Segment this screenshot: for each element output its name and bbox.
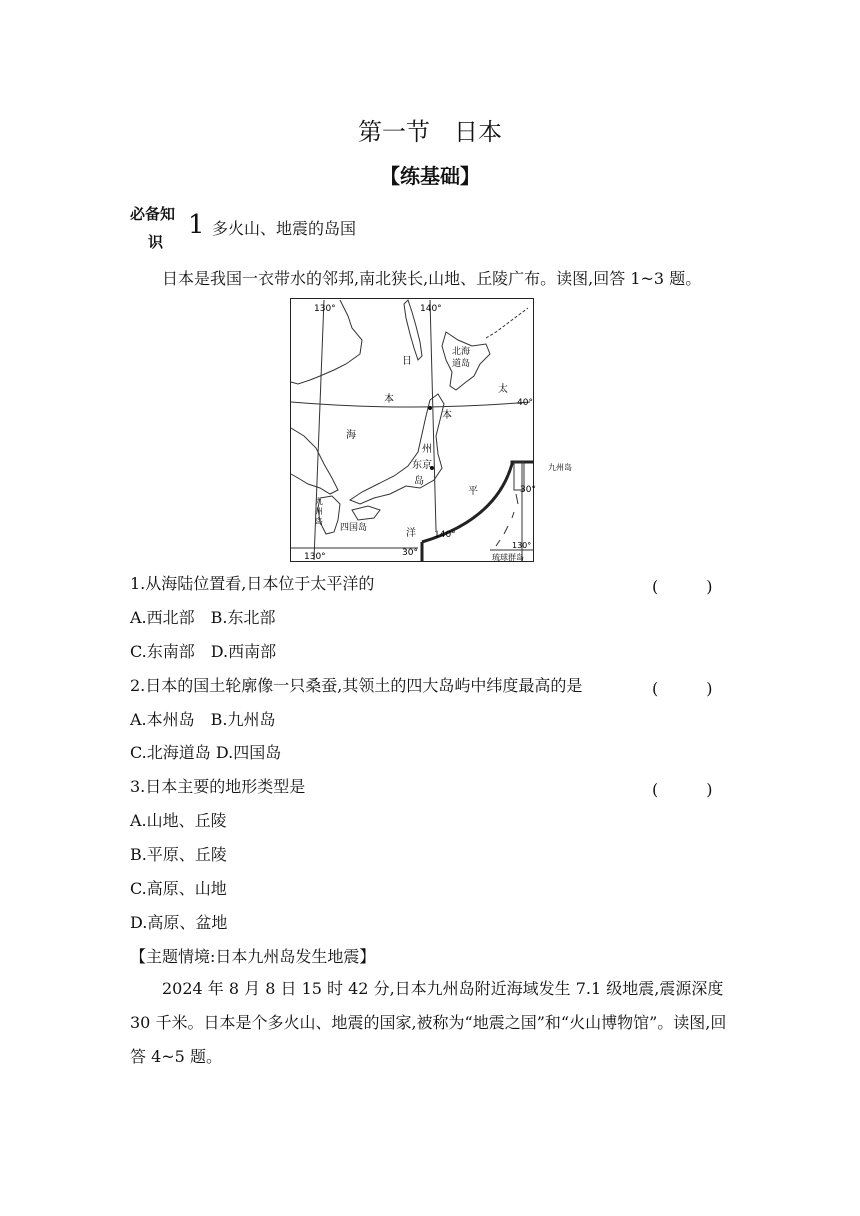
label-tokyo: 东京 xyxy=(412,460,432,471)
label-inset-kyushu: 九州岛 xyxy=(548,463,572,472)
question-2-answer-paren[interactable]: ( ) xyxy=(652,679,713,698)
label-honshu-dao: 岛 xyxy=(414,476,424,487)
knowledge-tag xyxy=(130,200,180,256)
label-kyushu-2: 州 xyxy=(315,507,323,516)
page-title: 第一节 日本 xyxy=(358,118,502,146)
question-2-options-b: C.北海道岛 D.四国岛 xyxy=(130,743,282,762)
label-kyushu-1: 九 xyxy=(315,497,323,506)
question-2-options-a: A.本州岛 B.九州岛 xyxy=(130,710,276,729)
label-hokkaido-1: 北海 xyxy=(452,347,471,357)
intro-paragraph: 日本是我国一衣带水的邻邦,南北狭长,山地、丘陵广布。读图,回答 1~3 题。 xyxy=(162,269,702,288)
lat-label-30-left: 30° xyxy=(402,548,418,558)
label-ben-sea: 本 xyxy=(384,394,394,405)
label-shikoku: 四国岛 xyxy=(340,523,368,533)
question-3-option-c: C.高原、山地 xyxy=(130,879,227,898)
lon-label-130-bottom: 130° xyxy=(304,552,326,562)
map-frame xyxy=(291,299,534,562)
knowledge-tag-line1: 必备知 xyxy=(130,205,176,223)
question-1-options-b: C.东南部 D.西南部 xyxy=(130,642,277,661)
label-ri: 日 xyxy=(402,356,412,367)
label-ping: 平 xyxy=(468,486,478,497)
lon-label-140-mid: 140° xyxy=(434,530,456,540)
question-1-stem: 1.从海陆位置看,日本位于太平洋的 xyxy=(130,574,375,593)
question-3-answer-paren[interactable]: ( ) xyxy=(652,780,713,799)
lon-label-140-top: 140° xyxy=(420,304,442,314)
question-3-option-b: B.平原、丘陵 xyxy=(130,845,227,864)
label-honshu-ben: 本 xyxy=(442,410,452,421)
label-honshu-zhou: 州 xyxy=(422,444,432,455)
question-1-options-a: A.西北部 B.东北部 xyxy=(130,608,276,627)
label-yang: 洋 xyxy=(406,528,416,539)
label-hokkaido-2: 道岛 xyxy=(452,359,471,369)
lat-label-40: 40° xyxy=(517,398,533,408)
north-marker xyxy=(428,406,432,410)
label-kyushu-3: 岛 xyxy=(315,517,323,526)
knowledge-tag-line2: 识 xyxy=(148,233,164,251)
theme-heading: 【主题情境:日本九州岛发生地震】 xyxy=(130,947,376,966)
lon-label-130-inset: 130° xyxy=(512,541,532,550)
label-ryukyu: 琉球群岛 xyxy=(492,553,524,562)
question-3-stem: 3.日本主要的地形类型是 xyxy=(130,777,306,796)
knowledge-number: 1 xyxy=(188,210,205,240)
lat-label-30-right: 30° xyxy=(520,485,536,495)
question-1-answer-paren[interactable]: ( ) xyxy=(652,577,713,596)
theme-paragraph: 2024 年 8 月 8 日 15 时 42 分,日本九州岛附近海域发生 7.1 级地震,震源深度 30 千米。日本是个多火山、地震的国家,被称为“地震之国”和“火山博物馆”。读图,回答 4~5 题。 xyxy=(130,979,727,1066)
japan-map xyxy=(290,298,572,562)
knowledge-heading: 多火山、地震的岛国 xyxy=(212,219,357,238)
lon-label-130-top: 130° xyxy=(314,304,336,314)
section-subtitle: 【练基础】 xyxy=(380,164,480,188)
question-2-stem: 2.日本的国土轮廓像一只桑蚕,其领土的四大岛屿中纬度最高的是 xyxy=(130,676,583,695)
question-3-option-a: A.山地、丘陵 xyxy=(130,811,227,830)
label-hai: 海 xyxy=(346,430,356,441)
label-tai: 太 xyxy=(498,384,508,395)
question-3-option-d: D.高原、盆地 xyxy=(130,913,228,932)
